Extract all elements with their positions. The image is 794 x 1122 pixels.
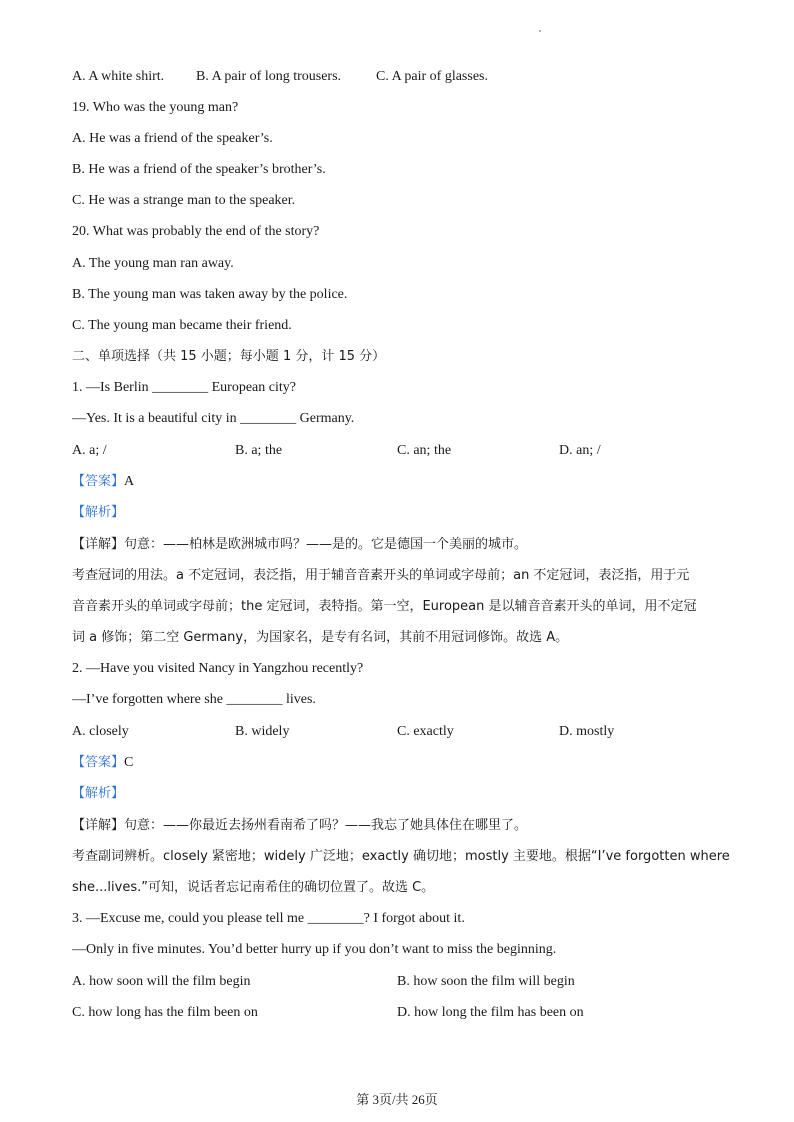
mc1-option-d: D. an; / (559, 443, 601, 458)
mc1-explain-1: 考查冠词的用法。a 不定冠词，表泛指，用于辅音音素开头的单词或字母前；an 不定冠词，表泛指，用于元 (72, 568, 690, 583)
answer-value: C (124, 755, 134, 770)
mc1-detail (72, 536, 527, 554)
mc2-option-d: D. mostly (559, 724, 615, 739)
mc3-option-a: A. how soon will the film begin (72, 974, 251, 989)
mc2-answer (72, 754, 133, 772)
q19-option-b: B. He was a friend of the speaker’s brother’s. (72, 162, 326, 177)
q19-option-a: A. He was a friend of the speaker’s. (72, 131, 273, 146)
mc1-option-c: C. an; the (397, 443, 452, 458)
mc1-explain-3: 词 a 修饰；第二空 Germany，为国家名，是专有名词，其前不用冠词修饰。故选 A。 (72, 630, 569, 645)
detail-text: 句意：——柏林是欧洲城市吗？——是的。它是德国一个美丽的城市。 (124, 537, 528, 552)
mc1-answer (72, 473, 134, 491)
mc1-explain-2: 音音素开头的单词或字母前；the 定冠词，表特指。第一空，European 是以辅音音素开头的单词，用不定冠 (72, 599, 697, 614)
answer-tag: 【答案】 (72, 755, 125, 770)
mc2-option-c: C. exactly (397, 724, 454, 739)
mc1-analysis-tag: 【解析】 (72, 505, 125, 520)
mc2-detail (72, 817, 527, 835)
mc3-line1: 3. —Excuse me, could you please tell me ________? I forgot about it. (72, 911, 465, 926)
section-heading: 二、单项选择（共 15 小题；每小题 1 分，计 15 分） (72, 349, 386, 364)
mc1-option-a: A. a; / (72, 443, 107, 458)
mc3-option-d: D. how long the film has been on (397, 1005, 584, 1020)
mc2-line2: —I’ve forgotten where she ________ lives. (72, 692, 316, 707)
q20-option-b: B. The young man was taken away by the police. (72, 287, 348, 302)
answer-tag: 【答案】 (72, 474, 125, 489)
page-footer: 第 3页/共 26页 (356, 1092, 438, 1107)
q19-question: 19. Who was the young man? (72, 100, 239, 115)
mc2-explain-1: 考查副词辨析。closely 紧密地；widely 广泛地；exactly 确切地；mostly 主要地。根据“I’ve forgotten where (72, 849, 730, 864)
mc1-line2: —Yes. It is a beautiful city in ________ Germany. (72, 411, 355, 426)
q20-question: 20. What was probably the end of the story? (72, 224, 320, 239)
mc1-line1: 1. —Is Berlin ________ European city? (72, 380, 296, 395)
q20-option-a: A. The young man ran away. (72, 256, 234, 271)
mc3-line2: —Only in five minutes. You’d better hurry up if you don’t want to miss the beginning. (72, 942, 557, 957)
q19-option-c: C. He was a strange man to the speaker. (72, 193, 296, 208)
mc3-option-b: B. how soon the film will begin (397, 974, 575, 989)
mc3-option-c: C. how long has the film been on (72, 1005, 258, 1020)
answer-value: A (124, 474, 135, 489)
mc2-option-a: A. closely (72, 724, 129, 739)
q20-option-c: C. The young man became their friend. (72, 318, 292, 333)
mc2-explain-2: she...lives.”可知，说话者忘记南希住的确切位置了。故选 C。 (72, 880, 435, 895)
mc2-line1: 2. —Have you visited Nancy in Yangzhou recently? (72, 661, 364, 676)
q18-option-b: B. A pair of long trousers. (196, 69, 342, 84)
mc1-option-b: B. a; the (235, 443, 283, 458)
mc2-analysis-tag: 【解析】 (72, 786, 125, 801)
detail-tag: 【详解】 (72, 537, 125, 552)
detail-tag: 【详解】 (72, 818, 125, 833)
mc2-option-b: B. widely (235, 724, 290, 739)
q18-option-a: A. A white shirt. (72, 69, 165, 84)
detail-text: 句意：——你最近去扬州看南希了吗？——我忘了她具体住在哪里了。 (124, 818, 528, 833)
page-mark-dot (539, 30, 541, 32)
q18-option-c: C. A pair of glasses. (376, 69, 488, 84)
